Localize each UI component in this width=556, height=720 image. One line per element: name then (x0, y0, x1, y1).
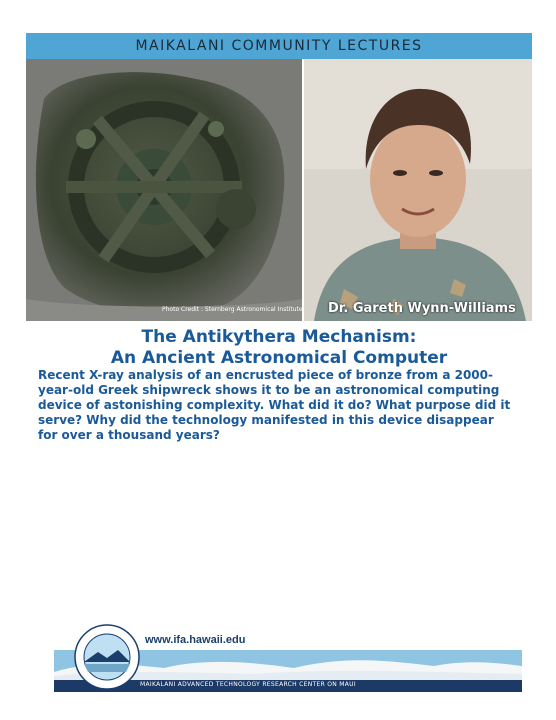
series-banner: MAIKALANI COMMUNITY LECTURES (26, 33, 532, 59)
website-link[interactable]: www.ifa.hawaii.edu (145, 634, 246, 646)
abstract-line: Recent X-ray analysis of an encrusted piece of bronze from a 2000- (38, 368, 493, 382)
abstract-line: for over a thousand years? (38, 428, 220, 442)
footer-caption: MAIKALANI ADVANCED TECHNOLOGY RESEARCH CENTER ON MAUI (140, 681, 356, 688)
abstract-line: device of astonishing complexity. What did it do? What purpose did it (38, 398, 511, 412)
abstract-line: year-old Greek shipwreck shows it to be an astronomical computing (38, 383, 500, 397)
speaker-name: Dr. Gareth Wynn-Williams (328, 301, 516, 316)
antikythera-photo (26, 59, 302, 321)
title-line-2: An Ancient Astronomical Computer (110, 348, 448, 368)
talk-title (26, 327, 532, 369)
speaker-photo (304, 59, 532, 321)
photo-credit: Photo Credit : Sternberg Astronomical Institute (162, 306, 303, 313)
title-line-1: The Antikythera Mechanism: (141, 327, 417, 347)
talk-abstract (38, 368, 524, 443)
ifa-logo-icon (74, 624, 140, 690)
abstract-line: serve? Why did the technology manifested in this device disappear (38, 413, 494, 427)
